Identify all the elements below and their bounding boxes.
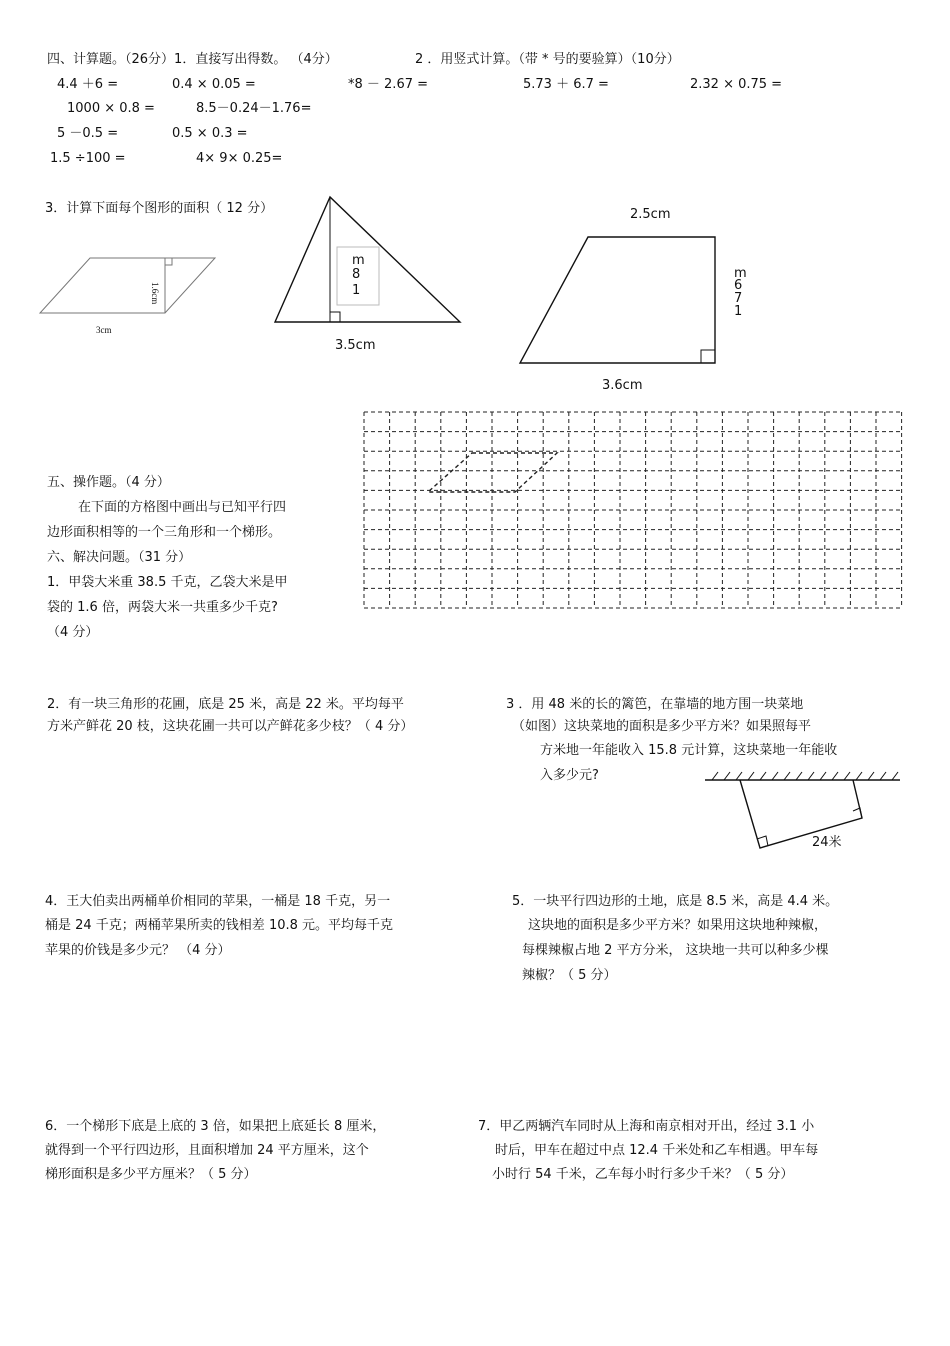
- calc-1: 4.4 ＋6 =: [57, 77, 119, 92]
- problem1-line3: （4 分）: [47, 625, 99, 640]
- wall-hatch-line: [784, 772, 790, 780]
- triangle-height-label-2: 8: [352, 267, 361, 282]
- problem2-line2: 方米产鲜花 20 枝，这块花圃一共可以产鲜花多少枝？（ 4 分）: [47, 719, 414, 734]
- parallelogram-base-label: 3cm: [96, 325, 112, 335]
- dashed-grid: [364, 412, 902, 608]
- calc-11: 4× 9× 0.25=: [196, 151, 283, 166]
- wall-hatch-line: [760, 772, 766, 780]
- section4-title: 四、计算题。（26分）1．直接写出得数。 （4分）: [47, 52, 338, 67]
- parallelogram-shape: [40, 258, 215, 313]
- trapezoid-height-label-1: m: [734, 266, 747, 281]
- trapezoid-shape: [520, 237, 715, 363]
- trapezoid-right-angle: [701, 350, 715, 363]
- grid-parallelogram: [428, 453, 557, 492]
- problem6-line3: 梯形面积是多少平方厘米？（ 5 分）: [45, 1167, 257, 1182]
- parallelogram-height-label: 1.6cm: [150, 282, 160, 305]
- problem1-line2: 袋的 1.6 倍，两袋大米一共重多少千克?: [47, 600, 278, 615]
- calc-7: 8.5－0.24－1.76=: [196, 101, 312, 116]
- vegetable-plot-shape: [740, 780, 862, 848]
- wall-hatch-line: [736, 772, 742, 780]
- problem3-line2: （如图）这块菜地的面积是多少平方米？如果照每平: [512, 719, 812, 734]
- calc-10: 1.5 ÷100 =: [50, 151, 126, 166]
- wall-hatch-line: [856, 772, 862, 780]
- problem6-line1: 6．一个梯形下底是上底的 3 倍，如果把上底延长 8 厘米，: [45, 1119, 386, 1134]
- trapezoid-bottom-label: 3.6cm: [602, 378, 643, 393]
- calc-5: 2.32 × 0.75 =: [690, 77, 783, 92]
- problem4-line1: 4．王大伯卖出两桶单价相同的苹果，一桶是 18 千克，另一: [45, 894, 391, 909]
- wall-hatch-line: [796, 772, 802, 780]
- wall-hatch-line: [832, 772, 838, 780]
- calc-8: 5 －0.5 =: [57, 126, 119, 141]
- q3-title: 3．计算下面每个图形的面积（ 12 分）: [45, 201, 274, 216]
- problem6-line2: 就得到一个平行四边形，且面积增加 24 平方厘米，这个: [45, 1143, 369, 1158]
- trapezoid-top-label: 2.5cm: [630, 207, 671, 222]
- triangle-height-label-1: m: [352, 253, 365, 268]
- problem7-line3: 小时行 54 千米，乙车每小时行多少千米？（ 5 分）: [492, 1167, 794, 1182]
- problem5-line4: 辣椒？（ 5 分）: [522, 968, 617, 983]
- section5-title: 五、操作题。（4 分）: [47, 475, 170, 490]
- triangle-height-label-3: 1: [352, 283, 361, 298]
- wall-hatch-line: [772, 772, 778, 780]
- wall-hatch-line: [820, 772, 826, 780]
- section6-title: 六、解决问题。（31 分）: [47, 550, 192, 565]
- triangle-right-angle: [330, 312, 340, 322]
- trapezoid-height-label-2: 6: [734, 278, 743, 293]
- calc-2: 0.4 × 0.05 =: [172, 77, 256, 92]
- wall-hatch-line: [880, 772, 886, 780]
- trapezoid-height-label-4: 1: [734, 304, 743, 319]
- problem2-line1: 2．有一块三角形的花圃，底是 25 米，高是 22 米。平均每平: [47, 697, 404, 712]
- wall-hatch-line: [748, 772, 754, 780]
- section5-line2: 边形面积相等的一个三角形和一个梯形。: [47, 525, 282, 540]
- plot-right-angle-2: [853, 808, 862, 818]
- problem1-line1: 1．甲袋大米重 38.5 千克，乙袋大米是甲: [47, 575, 288, 590]
- problem4-line3: 苹果的价钱是多少元？ （4 分）: [45, 943, 231, 958]
- problem4-line2: 桶是 24 千克；两桶苹果所卖的钱相差 10.8 元。平均每千克: [45, 918, 394, 933]
- section5-line1: 在下面的方格图中画出与已知平行四: [78, 500, 287, 515]
- problem3-line1: 3 ．用 48 米的长的篱笆，在靠墙的地方围一块菜地: [506, 697, 804, 712]
- wall-hatch-line: [808, 772, 814, 780]
- wall-hatch-line: [892, 772, 898, 780]
- wall-hatch-line: [724, 772, 730, 780]
- calc-3: *8 － 2.67 =: [348, 77, 429, 92]
- section4-part2: 2 ．用竖式计算。（带 * 号的要验算）（10分）: [415, 52, 680, 67]
- wall-hatch-line: [844, 772, 850, 780]
- wall-hatching: [712, 772, 898, 780]
- wall-hatch-line: [712, 772, 718, 780]
- calc-9: 0.5 × 0.3 =: [172, 126, 248, 141]
- problem3-line4: 入多少元?: [540, 768, 599, 783]
- problem3-length-label: 24米: [812, 835, 842, 850]
- problem5-line1: 5．一块平行四边形的土地，底是 8.5 米，高是 4.4 米。: [512, 894, 839, 909]
- problem7-line2: 时后，甲车在超过中点 12.4 千米处和乙车相遇。甲车每: [495, 1143, 819, 1158]
- problem5-line2: 这块地的面积是多少平方米？如果用这块地种辣椒，: [528, 918, 828, 933]
- triangle-base-label: 3.5cm: [335, 338, 376, 353]
- wall-hatch-line: [868, 772, 874, 780]
- problem3-line3: 方米地一年能收入 15.8 元计算，这块菜地一年能收: [540, 743, 838, 758]
- parallelogram-right-angle: [165, 258, 172, 265]
- problem5-line3: 每棵辣椒占地 2 平方分米， 这块地一共可以种多少棵: [522, 943, 829, 958]
- problem7-line1: 7．甲乙两辆汽车同时从上海和南京相对开出，经过 3.1 小: [478, 1119, 815, 1134]
- calc-4: 5.73 ＋ 6.7 =: [523, 77, 609, 92]
- trapezoid-height-label-3: 7: [734, 291, 743, 306]
- triangle-shape: [275, 197, 460, 322]
- calc-6: 1000 × 0.8 =: [67, 101, 155, 116]
